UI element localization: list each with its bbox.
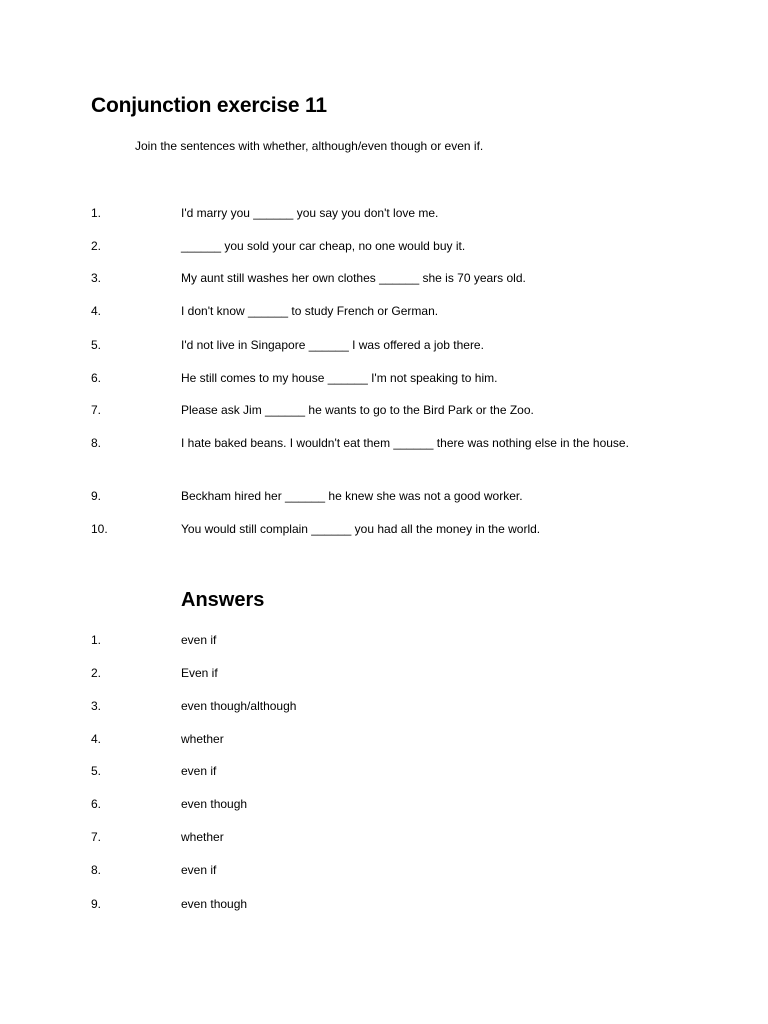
question-number: 1. xyxy=(91,206,102,220)
question-number: 6. xyxy=(91,371,102,385)
answer-text: whether xyxy=(181,732,224,746)
question-text: Please ask Jim ______ he wants to go to the Bird Park or the Zoo. xyxy=(181,403,534,417)
answer-number: 9. xyxy=(91,897,102,911)
question-number: 3. xyxy=(91,271,102,285)
answer-number: 6. xyxy=(91,797,102,811)
question-text: Beckham hired her ______ he knew she was not a good worker. xyxy=(181,489,523,503)
question-text: ______ you sold your car cheap, no one would buy it. xyxy=(181,239,466,253)
answer-text: even if xyxy=(181,633,217,647)
question-number: 10. xyxy=(91,522,108,536)
answer-text: even though/although xyxy=(181,699,297,713)
answers-heading: Answers xyxy=(181,589,265,611)
answer-number: 3. xyxy=(91,699,102,713)
answer-text: whether xyxy=(181,830,224,844)
question-number: 7. xyxy=(91,403,102,417)
question-text: You would still complain ______ you had all the money in the world. xyxy=(181,522,541,536)
answer-number: 1. xyxy=(91,633,102,647)
question-number: 8. xyxy=(91,436,102,450)
answer-number: 8. xyxy=(91,863,102,877)
question-text: My aunt still washes her own clothes ______ she is 70 years old. xyxy=(181,271,526,285)
answer-number: 4. xyxy=(91,732,102,746)
question-number: 4. xyxy=(91,304,102,318)
answer-text: even if xyxy=(181,764,217,778)
question-number: 2. xyxy=(91,239,102,253)
answer-text: even though xyxy=(181,897,248,911)
question-number: 5. xyxy=(91,338,102,352)
question-text: I hate baked beans. I wouldn't eat them ______ there was nothing else in the house. xyxy=(181,436,629,450)
question-text: I don't know ______ to study French or German. xyxy=(181,304,439,318)
answer-number: 2. xyxy=(91,666,102,680)
question-number: 9. xyxy=(91,489,102,503)
question-text: He still comes to my house ______ I'm not speaking to him. xyxy=(181,371,498,385)
answer-text: even if xyxy=(181,863,217,877)
answer-number: 7. xyxy=(91,830,102,844)
answer-text: even though xyxy=(181,797,248,811)
question-text: I'd not live in Singapore ______ I was offered a job there. xyxy=(181,338,484,352)
page-title: Conjunction exercise 11 xyxy=(91,94,327,117)
answer-number: 5. xyxy=(91,764,102,778)
question-text: I'd marry you ______ you say you don't love me. xyxy=(181,206,439,220)
instructions: Join the sentences with whether, although/even though or even if. xyxy=(135,139,484,153)
answer-text: Even if xyxy=(181,666,218,680)
